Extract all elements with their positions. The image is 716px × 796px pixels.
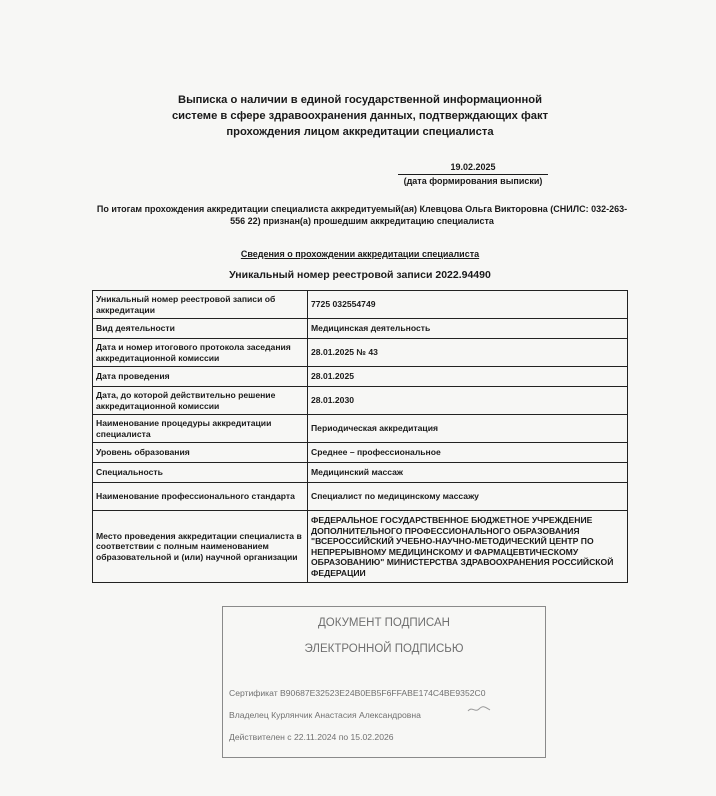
table-row bbox=[93, 387, 628, 415]
registry-number-title: Уникальный номер реестровой записи 2022.94490 bbox=[229, 269, 491, 281]
intro-line-1: По итогам прохождения аккредитации специалиста аккредитуемый(ая) Клевцова Ольга Викторовна (СНИЛС: 032-263- bbox=[96, 204, 628, 214]
intro-paragraph bbox=[92, 203, 632, 227]
table-row bbox=[93, 291, 628, 319]
row-key: Уровень образования bbox=[93, 443, 308, 463]
row-value: Медицинская деятельность bbox=[308, 319, 628, 339]
stamp-line-2: ЭЛЕКТРОННОЙ ПОДПИСЬЮ bbox=[304, 643, 464, 655]
table-row bbox=[93, 319, 628, 339]
table-row bbox=[93, 367, 628, 387]
row-key: Наименование процедуры аккредитации специалиста bbox=[93, 415, 308, 443]
row-key: Вид деятельности bbox=[93, 319, 308, 339]
table-row bbox=[93, 511, 628, 583]
table-row bbox=[93, 443, 628, 463]
stamp-validity: Действителен с 22.11.2024 по 15.02.2026 bbox=[229, 732, 394, 742]
accreditation-table bbox=[92, 290, 628, 583]
table-row bbox=[93, 415, 628, 443]
row-value: ФЕДЕРАЛЬНОЕ ГОСУДАРСТВЕННОЕ БЮДЖЕТНОЕ УЧРЕЖДЕНИЕ ДОПОЛНИТЕЛЬНОГО ПРОФЕССИОНАЛЬНОГО ОБРАЗОВАНИЯ "ВСЕРОССИЙСКИЙ УЧЕБНО-НАУЧНО-МЕТОДИЧЕСКИЙ ЦЕНТР ПО НЕПРЕРЫВНОМУ МЕДИЦИНСКОМУ И ФАРМАЦЕВТИЧЕСКОМУ ОБРАЗОВАНИЮ" МИНИСТЕРСТВА ЗДРАВООХРАНЕНИЯ РОССИЙСКОЙ ФЕДЕРАЦИИ bbox=[308, 511, 628, 583]
intro-line-2: 556 22) признан(а) прошедшим аккредитацию специалиста bbox=[230, 216, 494, 226]
extract-date: 19.02.2025 bbox=[398, 161, 548, 175]
extract-date-caption: (дата формирования выписки) bbox=[403, 176, 543, 186]
table-row bbox=[93, 339, 628, 367]
row-value: Периодическая аккредитация bbox=[308, 415, 628, 443]
title-line-3: прохождения лицом аккредитации специалиста bbox=[226, 126, 494, 138]
row-value: 28.01.2025 bbox=[308, 367, 628, 387]
row-value: Среднее – профессиональное bbox=[308, 443, 628, 463]
row-key: Дата проведения bbox=[93, 367, 308, 387]
stamp-line-1: ДОКУМЕНТ ПОДПИСАН bbox=[318, 617, 450, 629]
row-key: Уникальный номер реестровой записи об аккредитации bbox=[93, 291, 308, 319]
stamp-certificate: Сертификат B90687E32523E24B0EB5F6FFABE174C4BE9352C0 bbox=[229, 688, 486, 698]
stamp-owner: Владелец Курлянчик Анастасия Александровна bbox=[229, 710, 421, 720]
section-title: Сведения о прохождении аккредитации специалиста bbox=[240, 249, 480, 259]
row-key: Место проведения аккредитации специалиста в соответствии с полным наименованием образовательной и (или) научной организации bbox=[93, 511, 308, 583]
row-value: Специалист по медицинскому массажу bbox=[308, 483, 628, 511]
row-key: Наименование профессионального стандарта bbox=[93, 483, 308, 511]
title-line-2: системе в сфере здравоохранения данных, подтверждающих факт bbox=[171, 110, 549, 122]
document-title bbox=[150, 92, 570, 140]
table-row bbox=[93, 463, 628, 483]
date-block bbox=[398, 161, 548, 188]
row-value: 28.01.2025 № 43 bbox=[308, 339, 628, 367]
electronic-signature-stamp bbox=[222, 606, 546, 758]
row-value: 7725 032554749 bbox=[308, 291, 628, 319]
table-row bbox=[93, 483, 628, 511]
signature-mark-icon bbox=[467, 704, 491, 714]
row-value: Медицинский массаж bbox=[308, 463, 628, 483]
title-line-1: Выписка о наличии в единой государственной информационной bbox=[178, 94, 542, 106]
row-key: Специальность bbox=[93, 463, 308, 483]
row-key: Дата и номер итогового протокола заседания аккредитационной комиссии bbox=[93, 339, 308, 367]
row-value: 28.01.2030 bbox=[308, 387, 628, 415]
row-key: Дата, до которой действительно решение аккредитационной комиссии bbox=[93, 387, 308, 415]
